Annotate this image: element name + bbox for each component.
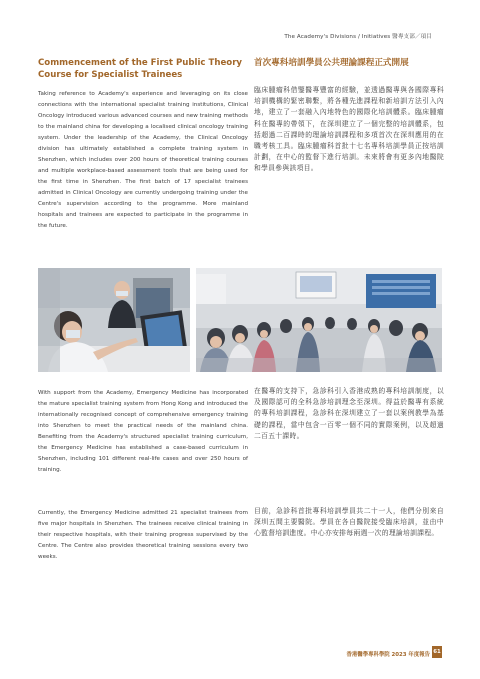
training-photo-monitor (38, 268, 190, 372)
paragraph-en-2: With support from the Academy, Emergency Medicine has incorporated the mature specialist training system from Hong Kong and introduced the internationally recognised concept of comprehensive emergency training into Shenzhen to meet the practical needs of the mainland china. Benefiting from the Academy's structured specialist training curriculum, the Emergency Medicine has established a case-based curriculum in Shenzhen, including 101 different real-life cases and over 250 hours of training. (38, 390, 248, 473)
paragraph-zh-1: 臨床腫瘤科借鑒醫專豐富的經驗，並透過醫專與各國際專科培訓機構的緊密聯繫，將各種先進課程和新培訓方法引入內地，建立了一套融入內地特色的國際化培訓體系。臨床腫瘤科在醫專的帶領下，在深圳建立了一個完整的培訓體系，包括超過二百課時的理論培訓課程和多項首次在深圳應用的在職考核工具。臨床腫瘤科首批十七名專科培訓學員正按培訓計劃，在中心的監督下進行培訓。未來將會有更多內地醫院和學員參與該項目。 (254, 86, 444, 173)
paragraph-en-1: Taking reference to Academy's experience and leveraging on its close connections with the international specialist training institutions, Clinical Oncology introduced various advanced courses and new training methods to the mainland china for developing a localised clinical oncology training system. Under the leadership of the Academy, the Clinical Oncology division has ultimately established a complete training system in Shenzhen, which includes over 200 hours of theoretical training courses and multiple workplace-based assessment tools that are being used for the first time in Shenzhen. The first batch of 17 specialist trainees admitted in Clinical Oncology are currently undergoing training under the Centre's supervision according to the programme. More mainland hospitals and trainees are expected to participate in the programme in the future. (38, 91, 248, 229)
section-title-en: Commencement of the First Public Theory Course for Specialist Trainees (38, 58, 243, 80)
page-number: 61 (432, 646, 442, 658)
paragraph-zh-3: 目前，急診科首批專科培訓學員共二十一人，他們分別來自深圳五間主要醫院。學員在各自醫院接受臨床培訓，並由中心監督培訓進度。中心亦安排每兩週一次的理論培訓課程。 (254, 507, 444, 538)
paragraph-en-3: Currently, the Emergency Medicine admitted 21 specialist trainees from five major hospitals in Shenzhen. The trainees receive clinical training in their respective hospitals, with their training progress supervised by the Centre. The Centre also provides theoretical training sessions every two weeks. (38, 510, 248, 560)
section-title-zh: 首次專科培訓學員公共理論課程正式開展 (254, 58, 409, 68)
paragraph-zh-2: 在醫專的支持下，急診科引入香港成熟的專科培訓制度，以及國際認可的全科急診培訓理念至深圳。得益於醫專有系統的專科培訓課程，急診科在深圳建立了一套以案例教學為基礎的課程，當中包含一百零一個不同的實際案例，以及超過二百五十課時。 (254, 387, 444, 440)
footer-report-name: 香港醫學專科學院 2023 年度報告 (346, 652, 430, 658)
running-header: The Academy's Divisions / Initiatives 醫專支部／項目 (284, 34, 432, 40)
training-photo-classroom (196, 268, 442, 372)
